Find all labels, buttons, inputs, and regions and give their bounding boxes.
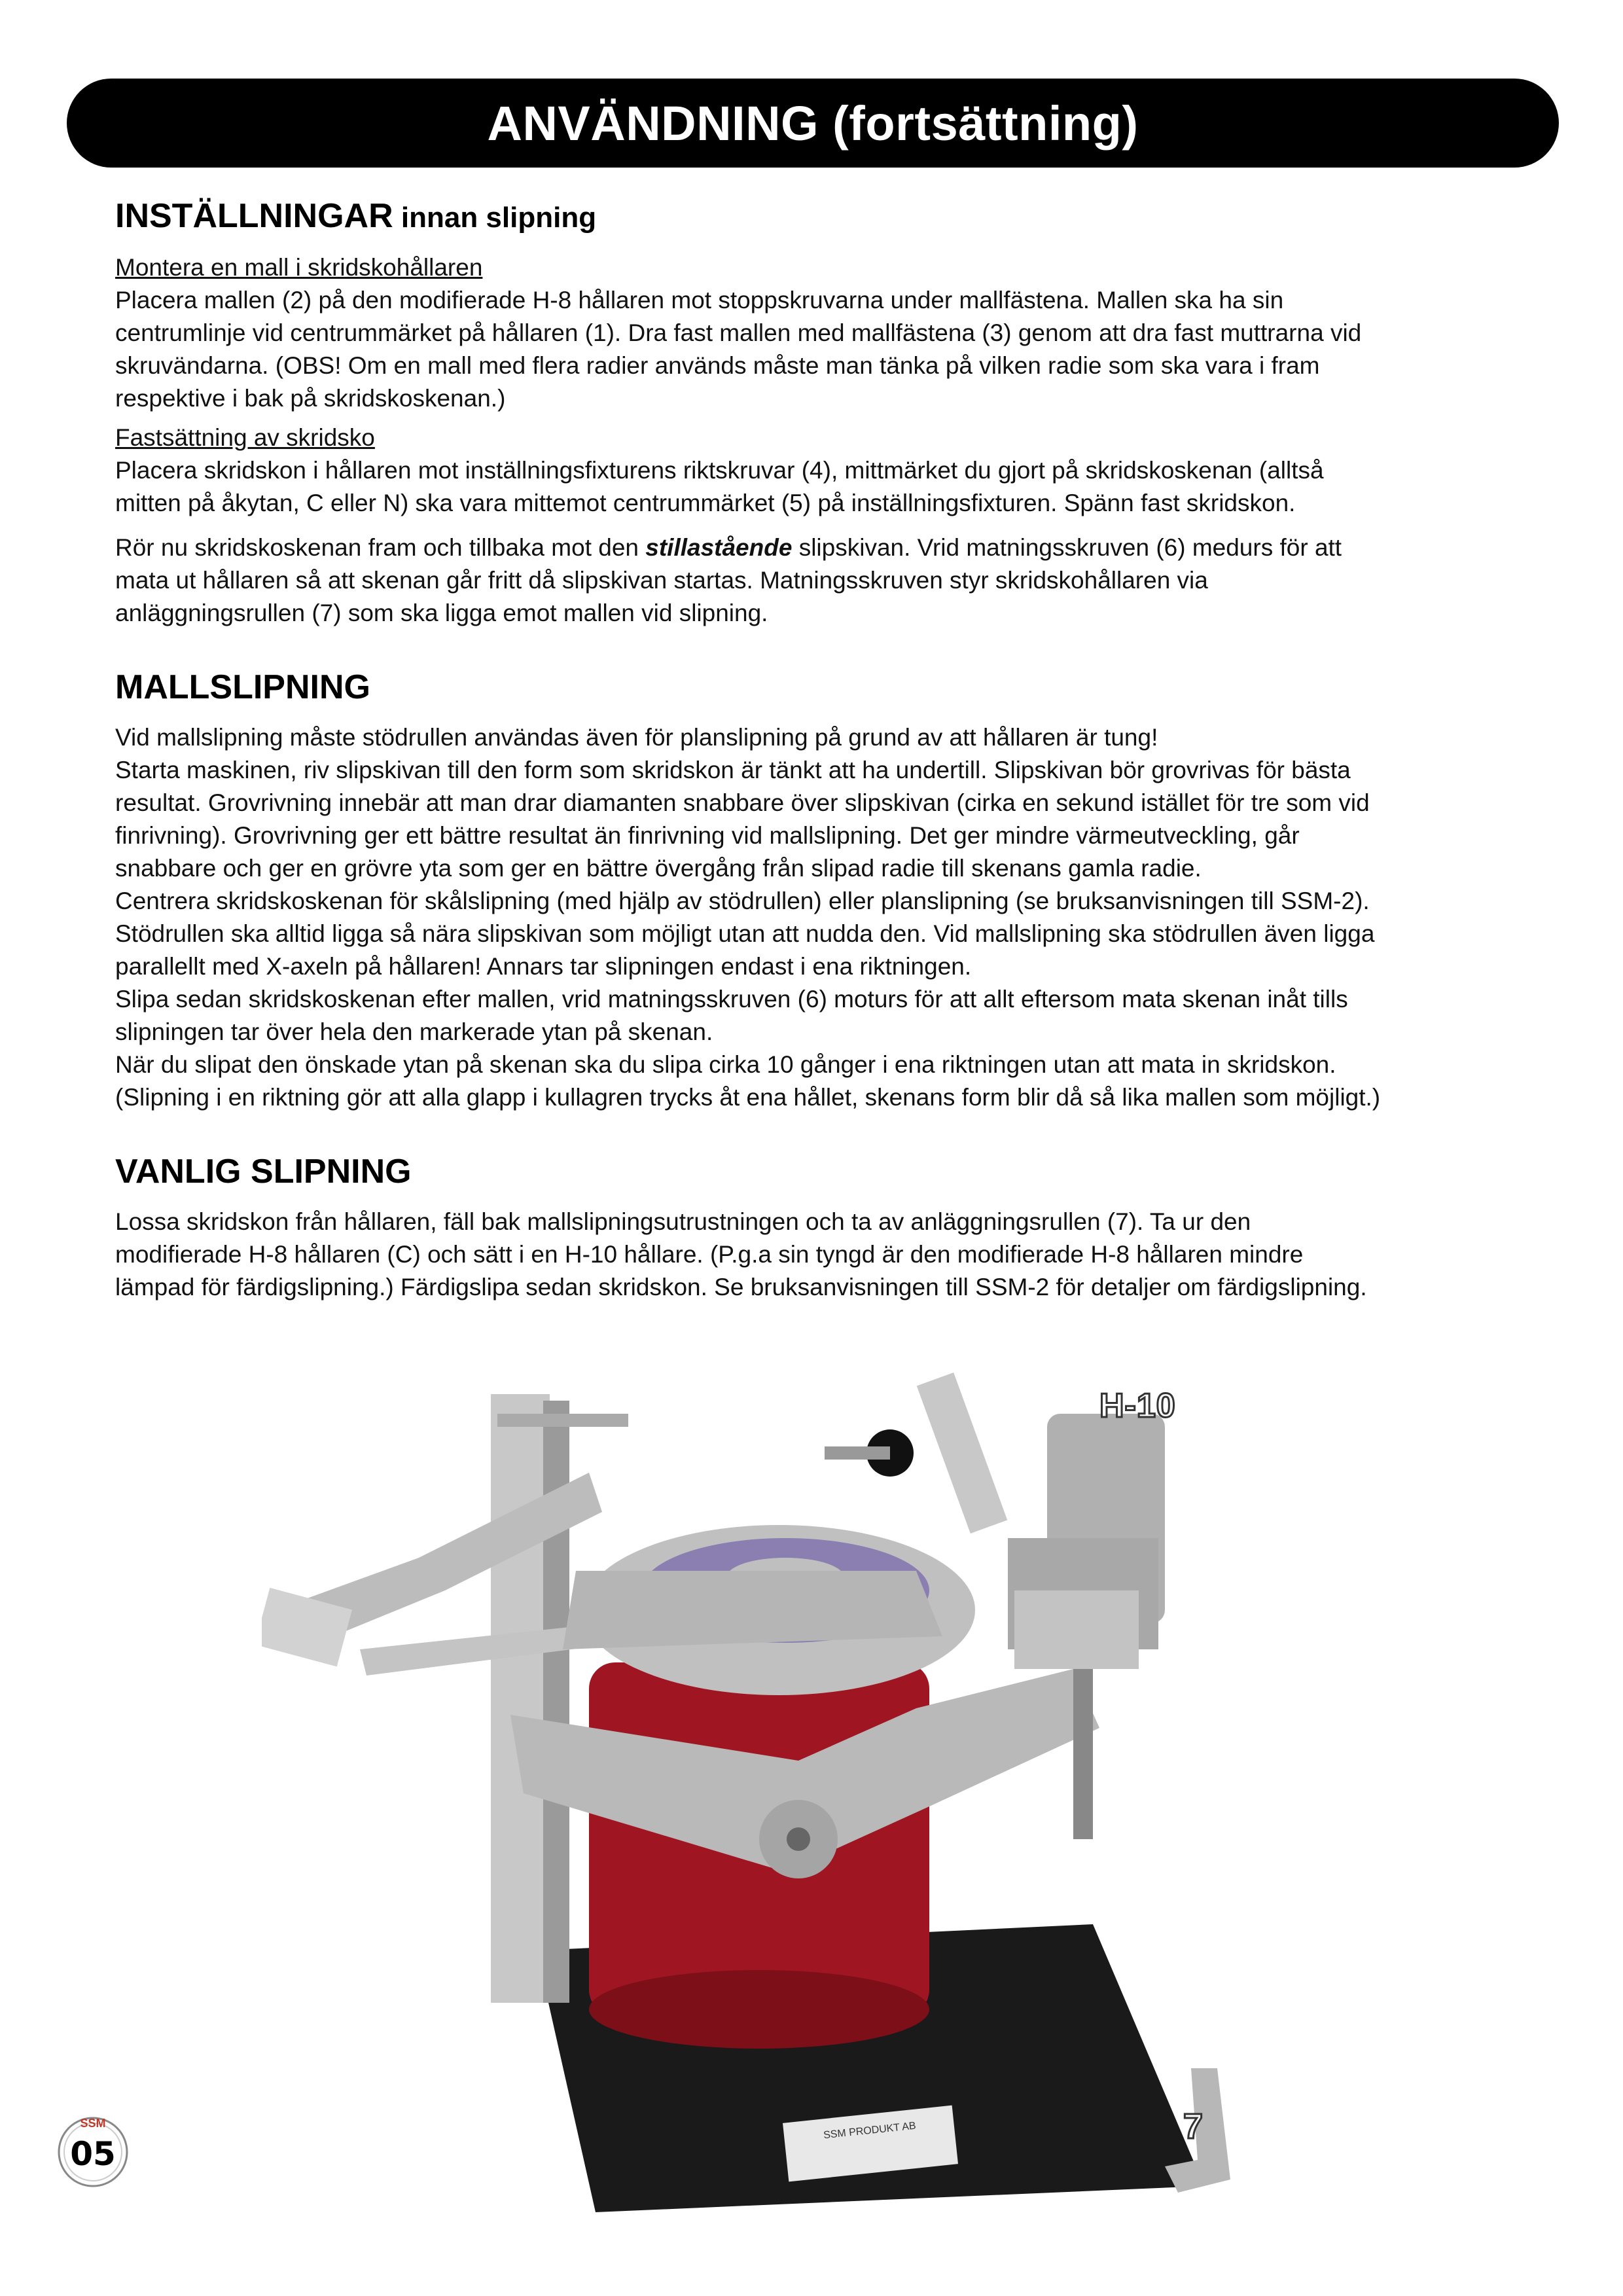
text-line: skruvändarna. (OBS! Om en mall med flera radier används måste man tänka på vilken radie som ska vara i fram: [115, 352, 1320, 379]
main-content: [115, 196, 1555, 1304]
text-line: anläggningsrullen (7) som ska ligga emot mallen vid slipning.: [115, 600, 768, 626]
text-line: lämpad för färdigslipning.) Färdigslipa sedan skridskon. Se bruksanvisningen till SSM-2 för detaljer om färdigslipning.: [115, 1274, 1367, 1300]
ssm-logo: SSM: [80, 2117, 106, 2130]
hood-front: [563, 1571, 942, 1649]
text-span: slipskivan. Vrid matningsskruven (6) medurs för att: [792, 534, 1342, 561]
left-column: [491, 1394, 550, 2003]
h10-post: [1073, 1669, 1093, 1839]
text-line: mata ut hållaren så att skenan går fritt då slipskivan startas. Matningsskruven styr skridskohållaren via: [115, 567, 1208, 594]
subheading-fastsattning: Fastsättning av skridsko: [115, 424, 375, 451]
text-line: Centrera skridskoskenan för skålslipning (med hjälp av stödrullen) eller planslipning (se bruksanvisningen till SSM-2).: [115, 888, 1370, 914]
text-line: Vid mallslipning måste stödrullen användas även för planslipning på grund av att hållaren är tung!: [115, 724, 1158, 751]
label-plate-text: SSM PRODUKT AB: [823, 2120, 917, 2142]
text-line: finrivning). Grovrivning ger ett bättre resultat än finrivning vid mallslipning. Det ger mindre värmeutveckling, går: [115, 822, 1300, 849]
h10-lever: [917, 1372, 1007, 1534]
text-line: Slipa sedan skridskoskenan efter mallen, vrid matningsskruven (6) moturs för att allt eftersom mata skenan inåt tills: [115, 986, 1348, 1013]
text-line: (Slipning i en riktning gör att alla glapp i kullagren trycks åt ena hållet, skenans form blir då så lika mallen som möjligt.): [115, 1084, 1381, 1111]
arm-pivot-bolt: [787, 1827, 810, 1851]
text-span: Rör nu skridskoskenan fram och tillbaka mot den: [115, 534, 646, 561]
text-line: När du slipat den önskade ytan på skenan ska du slipa cirka 10 gånger i ena riktningen utan att mata in skridskon.: [115, 1051, 1336, 1078]
text-line: snabbare och ger en grövre yta som ger en bättre övergång från slipad radie till skenans gamla radie.: [115, 855, 1202, 882]
knob-shaft: [825, 1446, 890, 1460]
emphasis-stillastaende: stillastående: [645, 534, 793, 561]
text-line: resultat. Grovrivning innebär att man drar diamanten snabbare över slipskivan (cirka en sekund istället för tre som vid: [115, 789, 1370, 816]
heading-installningar-rest: innan slipning: [393, 202, 597, 234]
text-line: Placera mallen (2) på den modifierade H-8 hållaren mot stoppskruvarna under mallfästena. Mallen ska ha sin: [115, 287, 1284, 314]
heading-installningar-main: INSTÄLLNINGAR: [115, 197, 393, 235]
text-line: [115, 531, 1555, 564]
text-line: Starta maskinen, riv slipskivan till den form som skridskon är tänkt att ha undertill. Slipskivan bör grovrivas för bästa: [115, 757, 1351, 783]
section-mallslipning: [115, 668, 1555, 1114]
h10-plate: [1014, 1590, 1139, 1669]
text-line: respektive i bak på skridskoskenan.): [115, 385, 506, 412]
title-banner: [67, 79, 1559, 168]
label-h10: H-10: [1099, 1387, 1176, 1425]
text-line: Stödrullen ska alltid ligga så nära slipskivan som möjligt utan att nudda den. Vid mallslipning ska stödrullen även ligga: [115, 920, 1375, 947]
heading-installningar: [115, 196, 1555, 236]
text-line: centrumlinje vid centrummärket på hållaren (1). Dra fast mallen med mallfästena (3) genom att dra fast muttrarna vid: [115, 319, 1362, 346]
text-line: slipningen tar över hela den markerade ytan på skenan.: [115, 1018, 713, 1045]
heading-vanlig: VANLIG SLIPNING: [115, 1153, 412, 1191]
text-line: Placera skridskon i hållaren mot inställningsfixturens riktskruvar (4), mittmärket du gjort på skridskoskenan (alltså: [115, 457, 1324, 484]
text-line: modifierade H-8 hållaren (C) och sätt i en H-10 hållare. (P.g.a sin tyngd är den modifierade H-8 hållaren mindre: [115, 1241, 1304, 1268]
machine-photo: [262, 1361, 1283, 2212]
left-frame: [497, 1414, 628, 1427]
text-line: parallellt med X-axeln på hållaren! Annars tar slipningen endast i ena riktningen.: [115, 953, 972, 980]
heading-mallslipning: MALLSLIPNING: [115, 668, 370, 706]
text-line: mitten på åkytan, C eller N) ska vara mittemot centrummärket (5) på inställningsfixturen. Spänn fast skridskon.: [115, 490, 1296, 516]
label-7: 7: [1183, 2107, 1204, 2146]
motor-bottom: [589, 1970, 929, 2049]
section-vanlig: [115, 1152, 1555, 1304]
text-line: Lossa skridskon från hållaren, fäll bak mallslipningsutrustningen och ta av anläggningsrullen (7). Ta ur den: [115, 1208, 1251, 1235]
page-title: ANVÄNDNING (fortsättning): [487, 96, 1139, 151]
page-number: 05: [70, 2135, 116, 2173]
subheading-mall: Montera en mall i skridskohållaren: [115, 254, 483, 281]
